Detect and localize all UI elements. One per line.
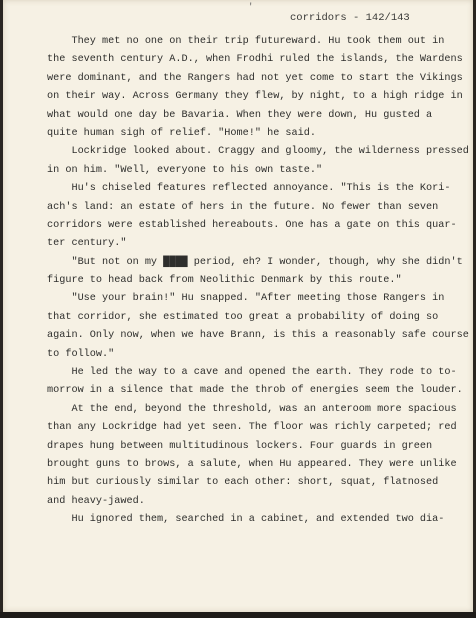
text-line: corridors were established hereabouts. One has a gate on this quar- (47, 219, 457, 231)
text-line: Hu's chiseled features reflected annoyance. "This is the Kori- (47, 183, 451, 195)
text-line: and heavy-jawed. (47, 495, 145, 507)
page-mark: ' (248, 2, 254, 12)
text-line: drapes hung between multitudinous lockers. Four guards in green (47, 440, 433, 452)
running-head: corridors - 142/143 (290, 12, 410, 24)
text-line: Hu ignored them, searched in a cabinet, and extended two dia- (47, 514, 445, 526)
text-line: ach's land: an estate of hers in the future. No fewer than seven (47, 201, 439, 213)
text-line: ter century." (47, 238, 127, 250)
text-line: figure to head back from Neolithic Denmark by this route." (47, 275, 402, 287)
text-line: in on him. "Well, everyone to his own taste." (47, 164, 323, 176)
text-line: on their way. Across Germany they flew, by night, to a high ridge in (47, 91, 463, 103)
text-line: morrow in a silence that made the throb of energies seem the louder. (47, 385, 463, 397)
text-line: They met no one on their trip futureward. Hu took them out in (47, 36, 445, 47)
text-line: what would one day be Bavaria. When they were down, Hu gusted a (47, 109, 433, 121)
text-line: He led the way to a cave and opened the earth. They rode to to- (47, 367, 457, 379)
text-line: "But not on my ████ period, eh? I wonder, though, why she didn't (47, 256, 463, 268)
text-line: At the end, beyond the threshold, was an anteroom more spacious (47, 403, 457, 415)
text-line: again. Only now, when we have Brann, is this a reasonably safe course (47, 330, 469, 342)
manuscript-body (47, 33, 469, 530)
text-line: to follow." (47, 348, 115, 360)
text-line: "Use your brain!" Hu snapped. "After meeting those Rangers in (47, 293, 445, 305)
text-line: him but curiously similar to each other: short, squat, flatnosed (47, 477, 439, 489)
typescript-page (3, 0, 473, 612)
text-line: than any Lockridge had yet seen. The floor was richly carpeted; red (47, 422, 457, 434)
text-line: brought guns to brows, a salute, when Hu appeared. They were unlike (47, 458, 457, 470)
text-line: were dominant, and the Rangers had not yet come to start the Vikings (47, 72, 463, 84)
text-line: quite human sigh of relief. "Home!" he said. (47, 127, 316, 139)
text-line: that corridor, she estimated too great a probability of doing so (47, 311, 439, 323)
scan-bottom-edge (0, 612, 476, 618)
text-line: Lockridge looked about. Craggy and gloomy, the wilderness pressed (47, 146, 469, 158)
text-line: the seventh century A.D., when Frodhi ruled the islands, the Wardens (47, 54, 463, 66)
